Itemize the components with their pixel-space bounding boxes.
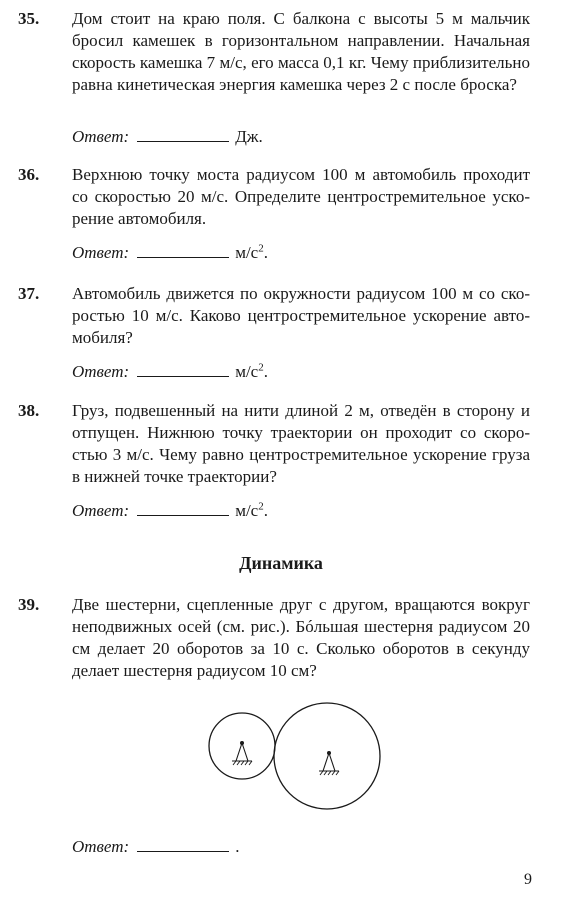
problem-text: Автомобиль движется по окружности радиусом 100 м со скоростью 10 м/с. Каково центростремительное ускорение автомобиля?: [72, 284, 530, 347]
answer-unit-tail: .: [263, 243, 268, 262]
answer-blank: [137, 127, 229, 142]
gears-figure: [205, 696, 395, 826]
problem-number: 36.: [18, 165, 40, 184]
problem-text: Верхнюю точку моста радиусом 100 м автомобиль проходит со скоростью 20 м/с. Определите центростремительное ускорение автомобиля.: [72, 165, 530, 228]
answer-label: Ответ:: [72, 362, 130, 381]
answer-unit-tail: .: [263, 501, 268, 520]
answer-label: Ответ:: [72, 837, 130, 856]
problem-text: Дом стоит на краю поля. С балкона с высоты 5 м мальчик бросил камешек в горизонтальном направлении. Начальная скорость камешка 7 м/с, его масса 0,1 кг. Чему приблизительно равна кинетическая энергия камешка через 2 с после броска?: [72, 9, 530, 94]
large-gear-axis-icon: [319, 751, 339, 775]
answer-blank: [137, 837, 229, 852]
page-number: 9: [524, 871, 532, 888]
problem-number: 39.: [18, 595, 40, 614]
answer-line-36: [72, 242, 268, 264]
section-title: Динамика: [239, 553, 323, 573]
answer-line-38: [72, 500, 268, 522]
answer-label: Ответ:: [72, 127, 130, 146]
problem-text: Груз, подвешенный на нити длиной 2 м, отведён в сторону и отпущен. Нижнюю точку траектории он проходит со скоростью 3 м/с. Чему равно центростремительное ускорение груза в нижней точке траектории?: [72, 401, 530, 486]
large-gear-circle: [274, 703, 380, 809]
answer-unit-exponent: 2: [258, 361, 264, 374]
answer-line-37: [72, 361, 268, 383]
answer-label: Ответ:: [72, 243, 130, 262]
answer-line-39: [72, 836, 239, 858]
answer-unit: .: [235, 837, 240, 856]
problem-number: 35.: [18, 9, 40, 28]
small-gear-circle: [209, 713, 275, 779]
answer-line-35: [72, 126, 263, 148]
answer-unit: м/с: [235, 362, 259, 381]
small-gear-axis-icon: [232, 741, 252, 765]
answer-unit: м/с: [235, 501, 259, 520]
answer-blank: [137, 243, 229, 258]
answer-unit-exponent: 2: [258, 242, 264, 255]
answer-unit-tail: .: [263, 362, 268, 381]
answer-blank: [137, 362, 229, 377]
problem-number: 38.: [18, 401, 40, 420]
answer-unit: Дж.: [235, 127, 263, 146]
answer-unit: м/с: [235, 243, 259, 262]
problem-text: Две шестерни, сцепленные друг с другом, вращаются вокруг неподвижных осей (см. рис.). Бóльшая шестерня радиусом 20 см делает 20 оборотов за 10 с. Сколько оборотов в секунду делает шестерня радиусом 10 см?: [72, 595, 530, 680]
problem-number: 37.: [18, 284, 40, 303]
answer-label: Ответ:: [72, 501, 130, 520]
answer-blank: [137, 501, 229, 516]
answer-unit-exponent: 2: [258, 500, 264, 513]
